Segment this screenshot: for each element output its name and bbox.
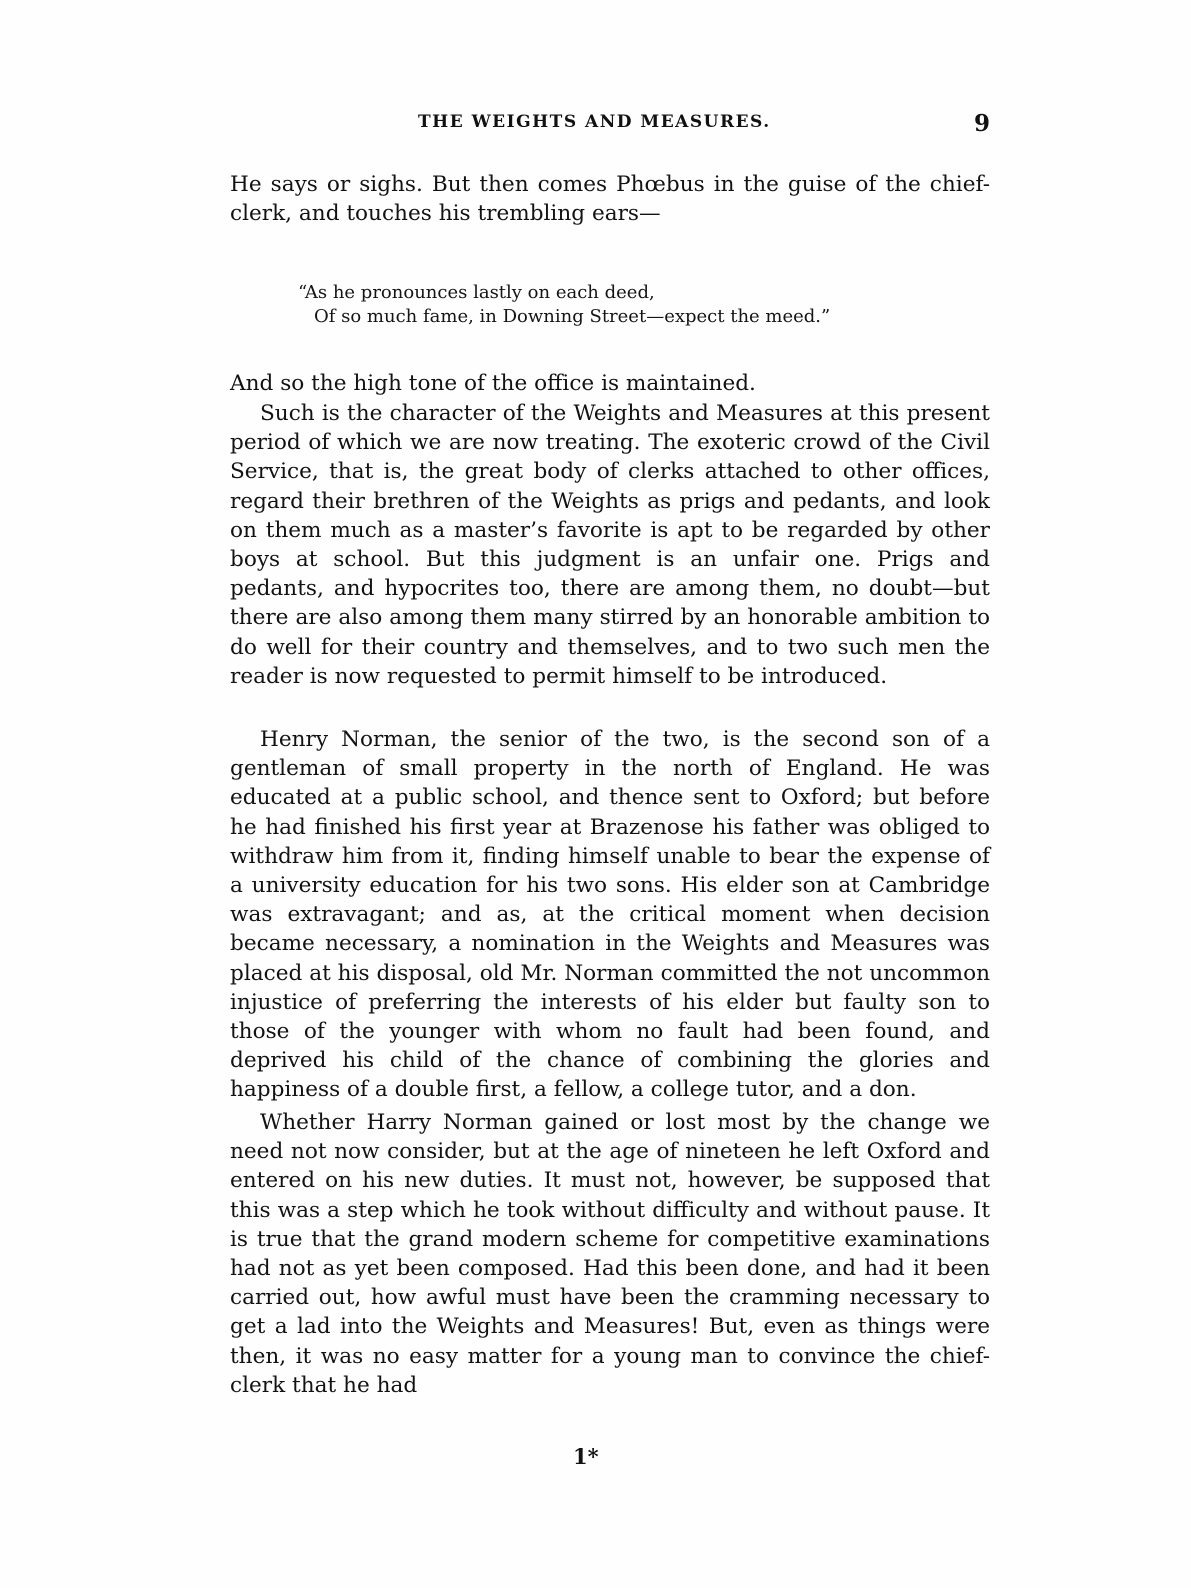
paragraph-office: And so the high tone of the office is maintained. [230,371,756,396]
page-number: 9 [973,110,990,137]
verse-line: “As he pronounces lastly on each deed, [298,282,655,303]
verse-line: Of so much fame, in Downing Street—expect the meed.” [314,306,831,327]
verse-quotation [298,281,938,329]
page-header [230,112,990,142]
paragraph-character: Such is the character of the Weights and Measures at this present period of which we are now treating. The exoteric crowd of the Civil Service, that is, the great body of clerks attached to other offices, regard their brethren of the Weights as prigs and pedants, and look on them much as a master’s favorite is apt to be regarded by other boys at school. But this judgment is an unfair one. Prigs and pedants, and hypocrites too, there are among them, no doubt—but there are also among them many stirred by an honorable ambition to do well for their country and themselves, and to two such men the reader is now requested to permit himself to be introduced. [230,401,990,689]
paragraph-opening: He says or sighs. But then comes Phœbus in the guise of the chief-clerk, and touches his trembling ears— [230,172,990,227]
paragraph-henry-norman: Henry Norman, the senior of the two, is the second son of a gentleman of small property in the north of England. He was educated at a public school, and thence sent to Oxford; but before he had finished his first year at Brazenose his father was obliged to withdraw him from it, finding himself unable to bear the expense of a university education for his two sons. His elder son at Cambridge was extravagant; and as, at the critical moment when decision became necessary, a nomination in the Weights and Measures was placed at his disposal, old Mr. Norman committed the not uncommon injustice of preferring the interests of his elder but faulty son to those of the younger with whom no fault had been found, and deprived his child of the chance of combining the glories and happiness of a double first, a fellow, a college tutor, and a don. [230,727,990,1103]
paragraph-whether: Whether Harry Norman gained or lost most by the change we need not now consider, but at the age of nineteen he left Oxford and entered on his new duties. It must not, however, be supposed that this was a step which he took without difficulty and without pause. It is true that the grand modern scheme for competitive examinations had not as yet been composed. Had this been done, and had it been carried out, how awful must have been the cramming necessary to get a lad into the Weights and Measures! But, even as things were then, it was no easy matter for a young man to convince the chief-clerk that he had [230,1110,990,1398]
running-head: THE WEIGHTS AND MEASURES. [418,112,771,132]
signature-mark: 1* [573,1444,599,1469]
